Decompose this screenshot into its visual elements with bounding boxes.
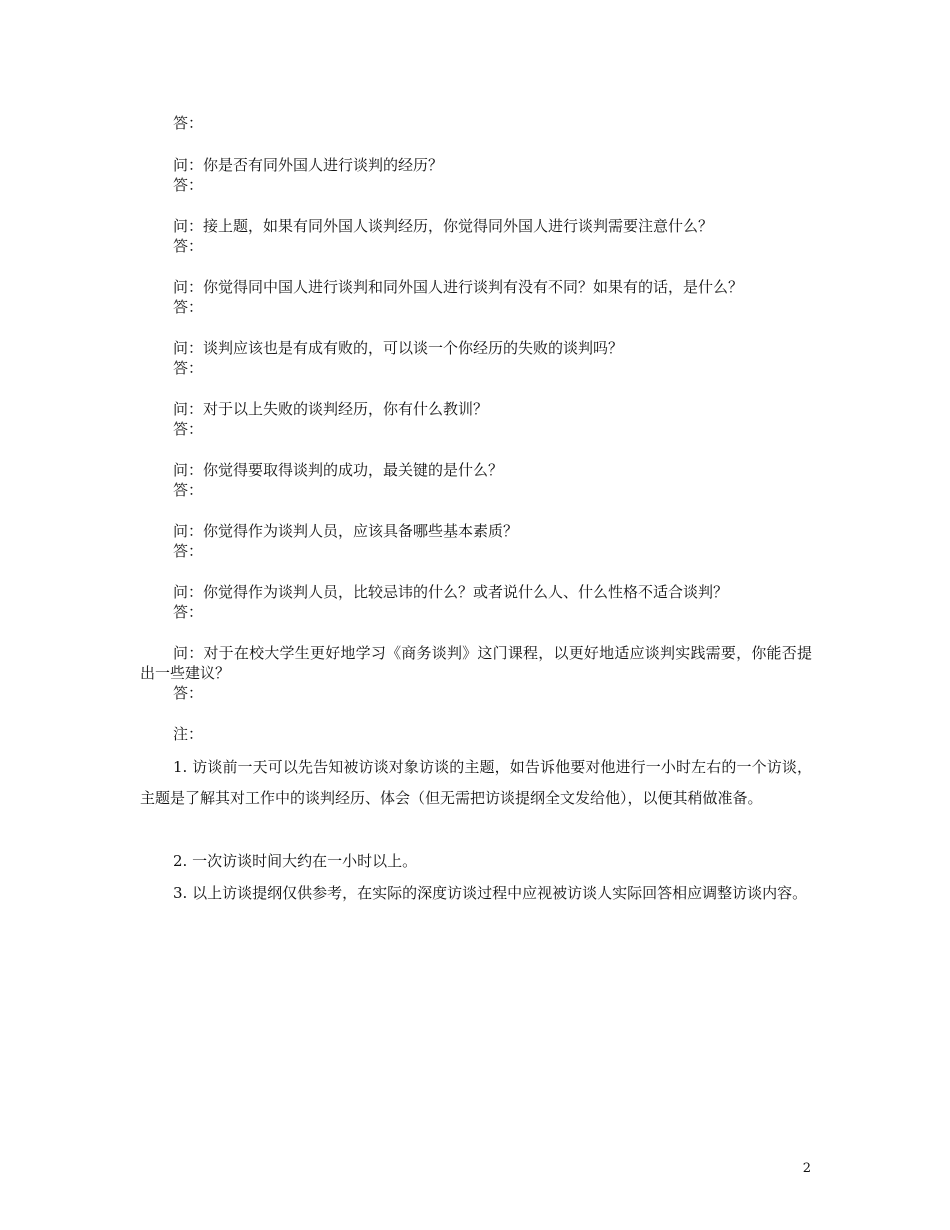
note-item: 3. 以上访谈提纲仅供参考，在实际的深度访谈过程中应视被访谈人实际回答相应调整访谈内容。 bbox=[173, 884, 808, 902]
question-text: 问：你觉得同中国人进行谈判和同外国人进行谈判有没有不同？如果有的话，是什么？ bbox=[173, 278, 744, 296]
page-number: 2 bbox=[802, 1161, 811, 1176]
question-text: 问：你觉得作为谈判人员，应该具备哪些基本素质？ bbox=[173, 522, 519, 540]
question-text: 问：你是否有同外国人进行谈判的经历？ bbox=[173, 156, 444, 174]
question-paragraph: 问：对于在校大学生更好地学习《商务谈判》这门课程，以更好地适应谈判实践需要，你能否提出一些建议？ bbox=[140, 644, 812, 682]
question-text: 问：你觉得要取得谈判的成功，最关键的是什么？ bbox=[173, 461, 504, 479]
answer-label: 答： bbox=[173, 237, 204, 255]
answer-label: 答： bbox=[173, 420, 204, 438]
answer-label: 答： bbox=[173, 114, 204, 132]
question-text: 问：你觉得作为谈判人员，比较忌讳的什么？或者说什么人、什么性格不适合谈判？ bbox=[173, 583, 729, 601]
question-text: 问：谈判应该也是有成有败的，可以谈一个你经历的失败的谈判吗？ bbox=[173, 339, 624, 357]
note-item: 1. 访谈前一天可以先告知被访谈对象访谈的主题，如告诉他要对他进行一小时左右的一个访谈，主题是了解其对工作中的谈判经历、体会（但无需把访谈提纲全文发给他），以便其稍做准备。 bbox=[140, 758, 812, 807]
answer-label: 答： bbox=[173, 298, 204, 316]
answer-label: 答： bbox=[173, 359, 204, 377]
note-item: 2. 一次访谈时间大约在一小时以上。 bbox=[173, 852, 418, 870]
notes-heading: 注： bbox=[173, 725, 204, 743]
question-text: 问：对于以上失败的谈判经历，你有什么教训？ bbox=[173, 400, 489, 418]
answer-label: 答： bbox=[173, 481, 204, 499]
question-text: 问：接上题，如果有同外国人谈判经历，你觉得同外国人进行谈判需要注意什么？ bbox=[173, 217, 714, 235]
answer-label: 答： bbox=[173, 603, 204, 621]
answer-label: 答： bbox=[173, 542, 204, 560]
answer-label: 答： bbox=[173, 176, 204, 194]
answer-label: 答： bbox=[173, 684, 204, 702]
